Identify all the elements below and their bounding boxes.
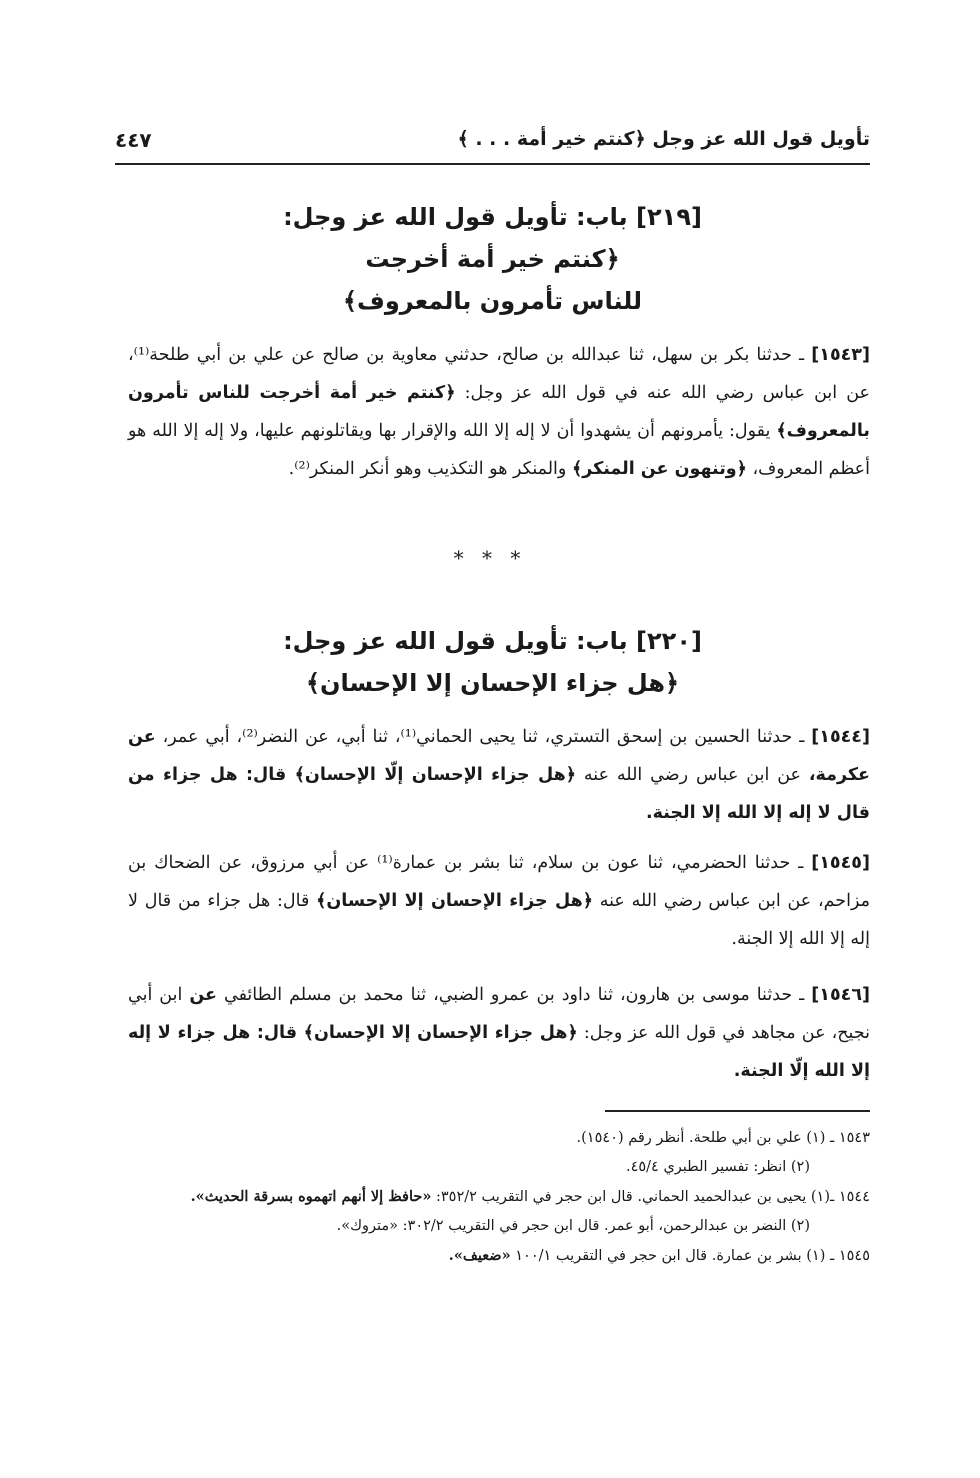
chapter-title-line: ﴿كنتم خير أمة أخرجت (365, 245, 620, 273)
hadith-text: ابن أبي نجيح، عن مجاهد في قول الله عز وجل: (128, 985, 870, 1043)
hadith-emphasis: عن عكرمة، (128, 727, 871, 785)
footnote (128, 1241, 870, 1271)
footnote: (٢) انظر: تفسير الطبري ٤٥/٤. (625, 1159, 810, 1175)
running-title: تأويل قول الله عز وجل ﴿كنتم خير أمة . . . ﴾ (457, 128, 870, 150)
hadith-text: ـ حدثنا الحضرمي، ثنا عون بن سلام، ثنا بشر بن عمارة⁽¹⁾ عن أبي مرزوق، عن الضحاك بن مزاحم، عن ابن عباس رضي الله عنه (128, 853, 870, 911)
quran-quote: ﴿وتنهون عن المنكر﴾ (571, 459, 747, 479)
page-number: ٤٤٧ (115, 128, 152, 152)
hadith-1545 (128, 844, 870, 958)
chapter-title-line: [٢١٩] باب: تأويل قول الله عز وجل: (283, 203, 702, 231)
footnotes (128, 1124, 870, 1271)
footnote-quote: «متروك». (336, 1218, 399, 1234)
hadith-text: ـ حدثنا بكر بن سهل، ثنا عبدالله بن صالح، حدثني معاوية بن صالح عن علي بن أبي طلحة⁽¹⁾، عن ابن عباس رضي الله عنه في قول الله عز وجل: (128, 345, 870, 403)
hadith-number: [١٥٤٦] (811, 985, 871, 1005)
hadith-text: عن ابن عباس رضي الله عنه (576, 765, 809, 785)
footnote-quote: «ضعيف». (448, 1247, 511, 1264)
footnote-text: ١٥٤٥ ـ (١) بشر بن عمارة. قال ابن حجر في التقريب ١٠٠/١ (510, 1248, 870, 1264)
footnote: ١٥٤٣ ـ (١) علي بن أبي طلحة. أنظر رقم (١٥٤٠). (576, 1130, 870, 1146)
hadith-1546 (128, 976, 870, 1090)
footnote-rule (605, 1110, 870, 1112)
chapter-title-219 (115, 196, 870, 322)
hadith-text: ـ حدثنا الحسين بن إسحق التستري، ثنا يحيى الحماني⁽¹⁾، ثنا أبي، عن النضر⁽²⁾، أبي عمر، (155, 727, 812, 747)
quran-quote: ﴿هل جزاء الإحسان إلا الإحسان﴾ قال: هل جزاء لا إله إلا الله إلّا الجنة. (128, 1023, 870, 1081)
footnote (128, 1182, 870, 1212)
footnote-text: ١٥٤٤ ـ(١) يحيى بن عبدالحميد الحماني. قال ابن حجر في التقريب ٣٥٢/٢: (431, 1189, 870, 1205)
footnote-text: (٢) النضر بن عبدالرحمن، أبو عمر. قال ابن حجر في التقريب ٣٠٢/٢: (398, 1218, 810, 1234)
chapter-title-line: ﴿هل جزاء الإحسان إلا الإحسان﴾ (305, 669, 680, 697)
quran-quote: ﴿هل جزاء الإحسان إلّا الإحسان﴾ قال: هل جزاء من قال لا إله إلا الله إلا الجنة. (128, 765, 870, 823)
hadith-number: [١٥٤٤] (811, 727, 870, 747)
chapter-title-line: [٢٢٠] باب: تأويل قول الله عز وجل: (283, 627, 702, 655)
hadith-text: ـ حدثنا موسى بن هارون، ثنا داود بن عمرو الضبي، ثنا محمد بن مسلم الطائفي (217, 985, 812, 1005)
page-header (115, 126, 870, 166)
hadith-emphasis: عن (189, 985, 218, 1005)
hadith-number: [١٥٤٣] (811, 345, 870, 365)
footnote (128, 1212, 870, 1241)
chapter-title-220 (115, 620, 870, 704)
section-separator: * * * (453, 546, 527, 570)
header-rule (115, 163, 870, 165)
hadith-text: والمنكر هو التكذيب وهو أنكر المنكر⁽²⁾. (288, 459, 572, 479)
hadith-number: [١٥٤٥] (811, 853, 870, 873)
chapter-title-line: للناس تأمرون بالمعروف﴾ (342, 287, 643, 315)
quran-quote: ﴿كنتم خير أمة أخرجت للناس تأمرون بالمعروف﴾ (128, 383, 870, 441)
hadith-text: قال: هل جزاء من قال لا إله إلا الله إلا الجنة. (128, 891, 870, 949)
hadith-text: يقول: يأمرونهم أن يشهدوا أن لا إله إلا الله والإقرار بها ويقاتلونهم عليها، ولا إله إلا الله هو أعظم المعروف، (128, 421, 870, 479)
hadith-1544 (128, 718, 870, 832)
footnote-quote: «حافظ إلا أنهم اتهموه بسرقة الحديث». (190, 1188, 432, 1205)
quran-quote: ﴿هل جزاء الإحسان إلا الإحسان﴾ (316, 891, 593, 911)
hadith-1543 (128, 336, 870, 488)
